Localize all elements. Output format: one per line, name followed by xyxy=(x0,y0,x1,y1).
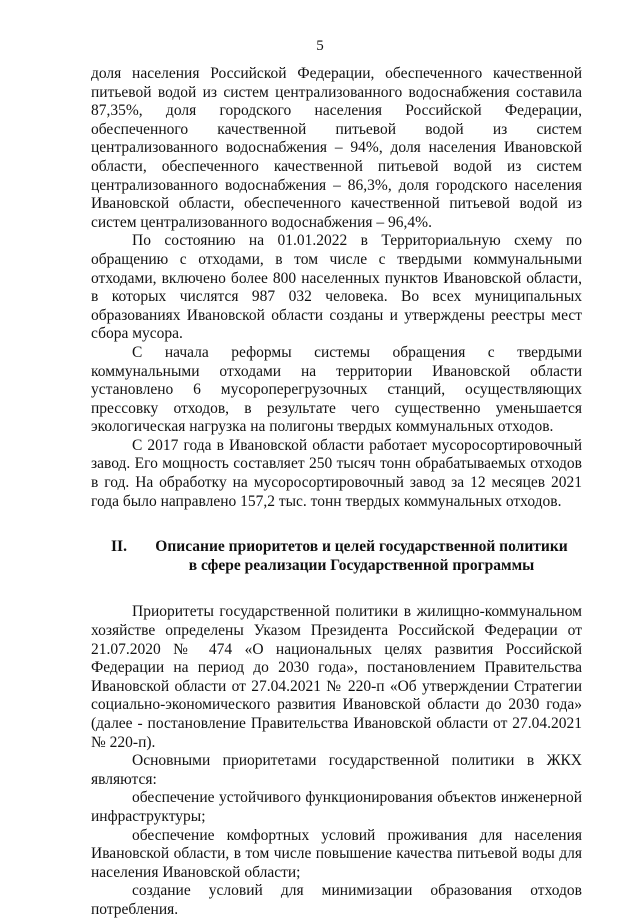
paragraph-sorting-plant: С 2017 года в Ивановской области работает мусоросортировочный завод. Его мощность составляет 250 тысяч тонн обрабатываемых отходов в год. На обработку на мусоросортировочный завод за 12 месяцев 2021 года было направлено 157,2 тыс. тонн твердых коммунальных отходов. xyxy=(91,436,582,510)
priority-item-living-conditions: обеспечение комфортных условий проживания для населения Ивановской области, в том числе повышение качества питьевой воды для населения Ивановской области; xyxy=(91,826,582,881)
paragraph-waste-scheme: По состоянию на 01.01.2022 в Территориальную схему по обращению с отходами, в том числе с твердыми коммунальными отходами, включено более 800 населенных пунктов Ивановской области, в которых числятся 987 032 человека. Во всех муниципальных образованиях Ивановской области созданы и утверждены реестры мест сбора мусора. xyxy=(91,232,582,343)
section-heading-number: II. xyxy=(111,538,127,556)
paragraph-policy-priorities: Приоритеты государственной политики в жилищно-коммунальном хозяйстве определены Указом Президента Российской Федерации от 21.07.2020 № 474 «О национальных целях развития Российской Федерации на период до 2030 года», постановлением Правительства Ивановской области от 27.04.2021 № 220-п «Об утверждении Стратегии социально-экономического развития Ивановской области до 2030 года» (далее - постановление Правительства Ивановской области от 27.04.2021 № 220-п). xyxy=(91,603,582,751)
paragraph-transfer-stations: С начала реформы системы обращения с твердыми коммунальными отходами на территории Ивановской области установлено 6 мусороперегрузочных станций, осуществляющих прессовку отходов, в результате чего существенно уменьшается экологическая нагрузка на полигоны твердых коммунальных отходов. xyxy=(91,343,582,436)
section-heading-line-1: Описание приоритетов и целей государственной политики xyxy=(155,538,568,556)
priority-item-waste-minimization: создание условий для минимизации образования отходов потребления. xyxy=(91,882,582,918)
page-number: 5 xyxy=(316,38,324,54)
section-heading-line-2: в сфере реализации Государственной программы xyxy=(188,556,535,574)
priority-item-infrastructure: обеспечение устойчивого функционирования объектов инженерной инфраструктуры; xyxy=(91,789,582,825)
section-heading xyxy=(91,538,582,575)
paragraph-main-priorities-intro: Основными приоритетами государственной политики в ЖКХ являются: xyxy=(91,752,582,788)
section-heading-title xyxy=(151,538,582,575)
paragraph-water-supply-stats: доля населения Российской Федерации, обеспеченного качественной питьевой водой из систем централизованного водоснабжения составила 87,35%, доля городского населения Российской Федерации, обеспеченного качественной питьевой водой из систем централизованного водоснабжения – 94%, доля населения Ивановской области, обеспеченного качественной питьевой водой из систем централизованного водоснабжения – 86,3%, доля городского населения Ивановской области, обеспеченного качественной питьевой водой из систем централизованного водоснабжения – 96,4%. xyxy=(91,65,582,231)
document-body xyxy=(91,65,582,920)
